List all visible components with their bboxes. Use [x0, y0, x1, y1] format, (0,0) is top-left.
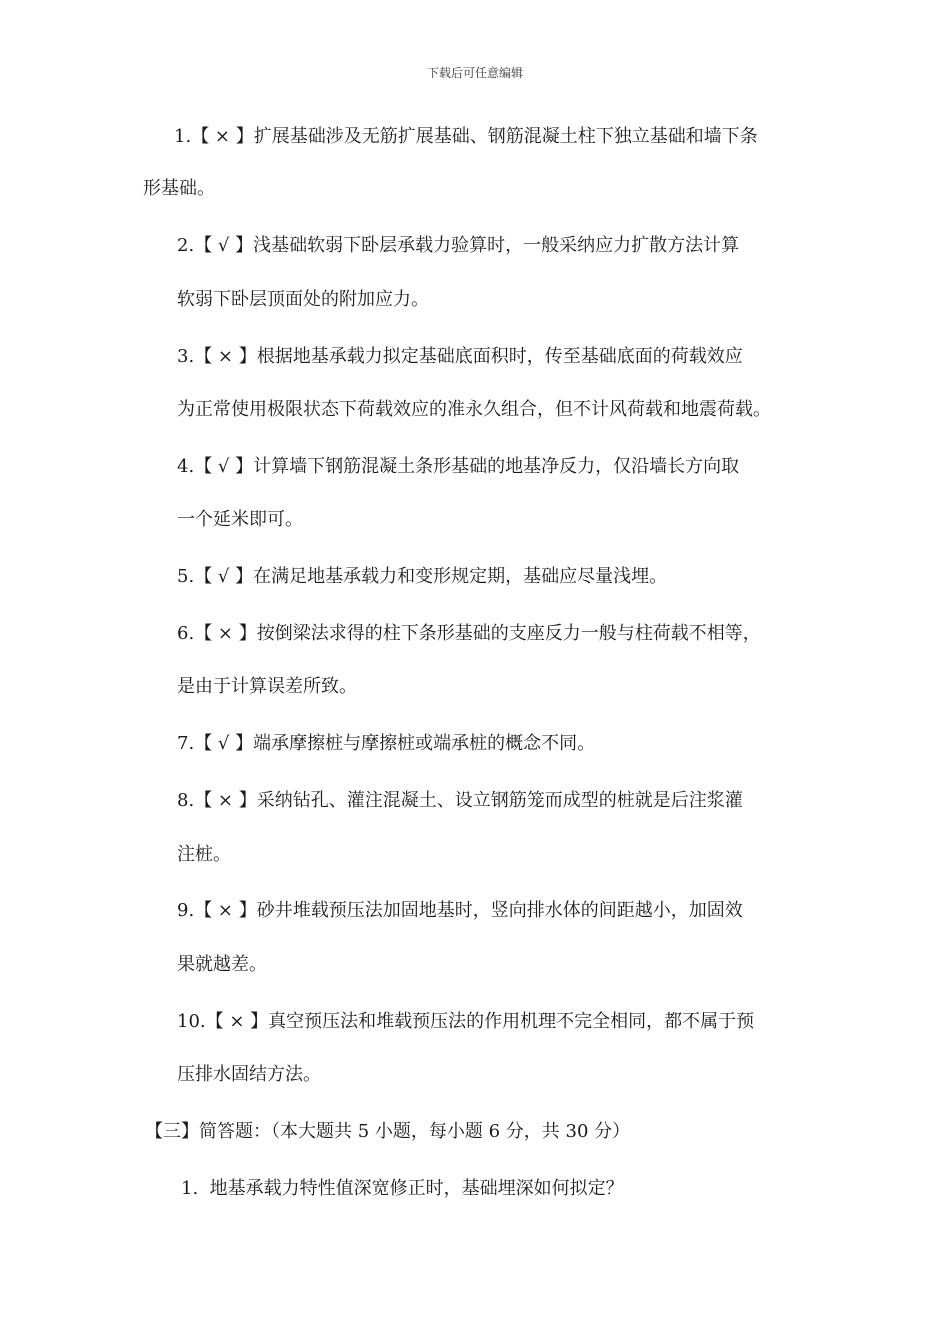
item-text: 在满足地基承载力和变形规定期，基础应尽量浅埋。 — [253, 566, 668, 587]
tf-item-10-line1 — [177, 1010, 754, 1034]
section-heading-short-answer: 【三】简答题：（本大题共 5 小题，每小题 6 分，共 30 分） — [145, 1121, 631, 1142]
tf-item-2-line1 — [177, 234, 739, 258]
item-text: 计算墙下钢筋混凝土条形基础的地基净反力，仅沿墙长方向取 — [253, 456, 740, 477]
item-text: 浅基础软弱下卧层承载力验算时，一般采纳应力扩散方法计算 — [253, 235, 740, 256]
tf-item-9-line1 — [177, 899, 743, 923]
answer-mark: 【 × 】 — [194, 623, 257, 644]
question-number: 1. — [181, 1178, 199, 1199]
tf-item-9-line2: 果就越差。 — [177, 954, 267, 975]
answer-mark: 【 × 】 — [194, 790, 257, 811]
answer-mark: 【 √ 】 — [194, 566, 254, 587]
tf-item-1-line1 — [174, 125, 758, 149]
item-text: 砂井堆载预压法加固地基时，竖向排水体的间距越小，加固效 — [256, 900, 743, 921]
item-number: 1. — [174, 126, 192, 147]
item-number: 8. — [177, 790, 195, 811]
question-1 — [181, 1177, 624, 1201]
item-number: 4. — [177, 456, 195, 477]
answer-mark: 【 × 】 — [191, 126, 254, 147]
tf-item-1-line2: 形基础。 — [143, 178, 215, 199]
tf-item-3-line2: 为正常使用极限状态下荷载效应的准永久组合，但不计风荷载和地震荷载。 — [177, 399, 771, 420]
tf-item-4-line1 — [177, 455, 739, 479]
answer-mark: 【 √ 】 — [194, 235, 254, 256]
item-text: 端承摩擦桩与摩擦桩或端承桩的概念不同。 — [253, 733, 596, 754]
page-header: 下载后可任意编辑 — [426, 66, 523, 80]
answer-mark: 【 × 】 — [194, 346, 257, 367]
item-number: 7. — [177, 733, 195, 754]
tf-item-10-line2: 压排水固结方法。 — [177, 1064, 321, 1085]
tf-item-5-line1 — [177, 565, 667, 589]
item-text: 扩展基础涉及无筋扩展基础、钢筋混凝土柱下独立基础和墙下条 — [253, 126, 758, 147]
tf-item-2-line2: 软弱下卧层顶面处的附加应力。 — [177, 289, 429, 310]
tf-item-8-line1 — [177, 789, 743, 813]
item-number: 10. — [177, 1011, 206, 1032]
tf-item-7-line1 — [177, 732, 595, 756]
answer-mark: 【 × 】 — [194, 900, 257, 921]
item-text: 根据地基承载力拟定基础底面积时，传至基础底面的荷载效应 — [256, 346, 743, 367]
item-number: 6. — [177, 623, 195, 644]
item-number: 2. — [177, 235, 195, 256]
item-text: 按倒梁法求得的柱下条形基础的支座反力一般与柱荷载不相等， — [256, 623, 761, 644]
item-number: 3. — [177, 346, 195, 367]
item-text: 真空预压法和堆载预压法的作用机理不完全相同，都不属于预 — [268, 1011, 755, 1032]
answer-mark: 【 × 】 — [205, 1011, 269, 1032]
tf-item-8-line2: 注桩。 — [177, 844, 231, 865]
tf-item-6-line1 — [177, 622, 761, 646]
tf-item-6-line2: 是由于计算误差所致。 — [177, 676, 357, 697]
question-text: 地基承载力特性值深宽修正时，基础埋深如何拟定？ — [209, 1178, 624, 1199]
answer-mark: 【 √ 】 — [194, 733, 254, 754]
item-text: 采纳钻孔、灌注混凝土、设立钢筋笼而成型的桩就是后注浆灌 — [256, 790, 743, 811]
item-number: 9. — [177, 900, 195, 921]
tf-item-4-line2: 一个延米即可。 — [177, 509, 303, 530]
item-number: 5. — [177, 566, 195, 587]
answer-mark: 【 √ 】 — [194, 456, 254, 477]
tf-item-3-line1 — [177, 345, 743, 369]
